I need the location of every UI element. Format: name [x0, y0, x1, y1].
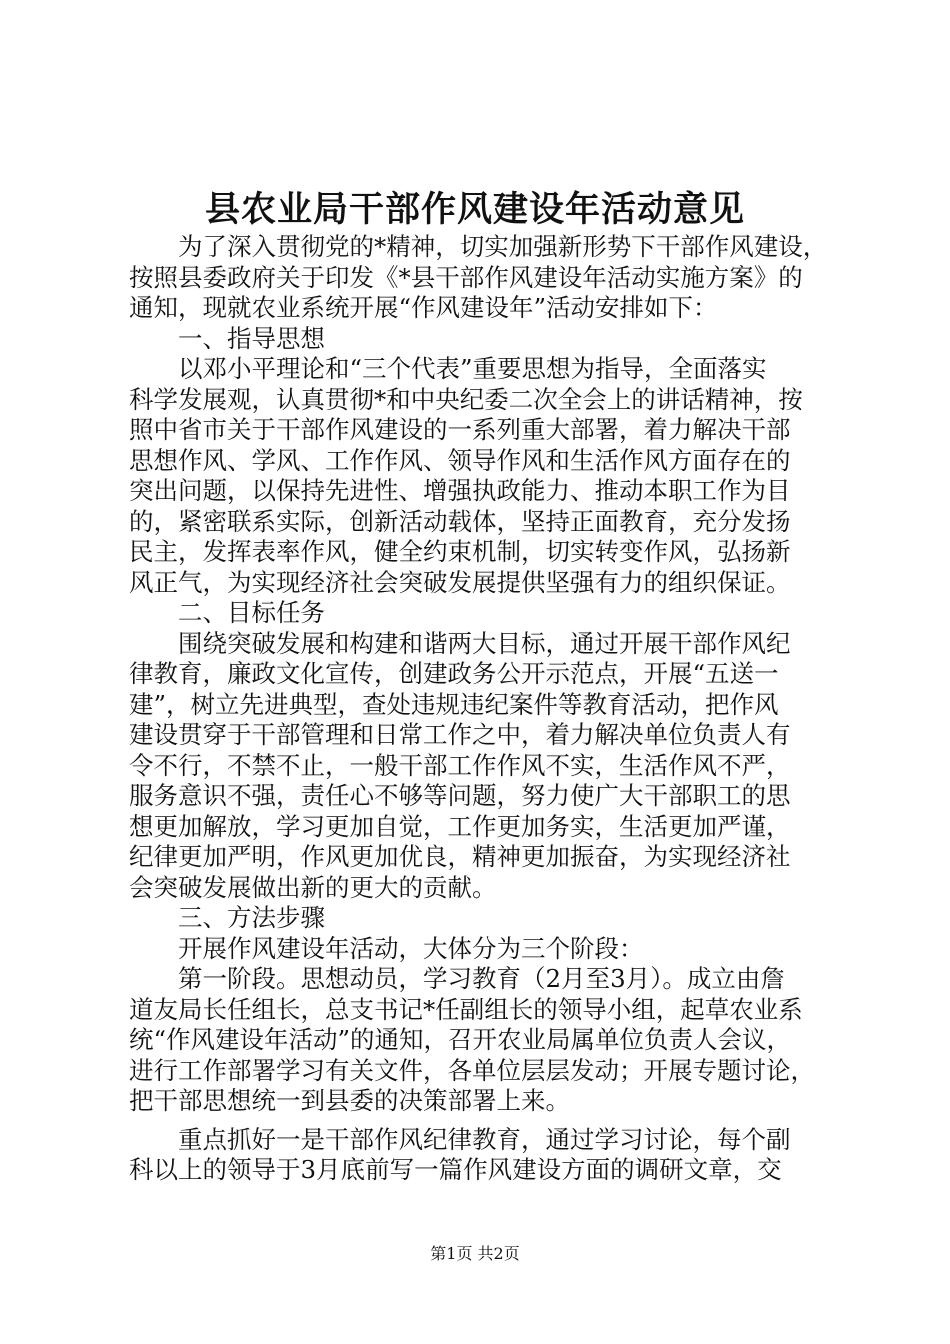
section-heading: 三、方法步骤	[178, 903, 325, 932]
text-line: 建设贯穿于干部管理和日常工作之中，着力解决单位负责人有	[129, 720, 791, 749]
page-number-footer: 第1页 共2页	[430, 1244, 520, 1263]
text-line: 以邓小平理论和“三个代表”重要思想为指导，全面落实	[178, 354, 767, 383]
section-heading: 二、目标任务	[178, 598, 325, 627]
text-line: 科以上的领导于3月底前写一篇作风建设方面的调研文章，交	[129, 1155, 782, 1184]
text-line: 想更加解放，学习更加自觉，工作更加务实，生活更加严谨，	[129, 811, 791, 841]
text-line: 为了深入贯彻党的*精神，切实加强新形势下干部作风建设，	[178, 232, 828, 261]
text-line: 统“作风建设年活动”的通知，召开农业局属单位负责人会议，	[129, 1025, 792, 1054]
text-line: 通知，现就农业系统开展“作风建设年”活动安排如下：	[129, 293, 718, 322]
text-line: 突出问题，以保持先进性、增强执政能力、推动本职工作为目	[129, 476, 791, 505]
section-heading: 一、指导思想	[178, 323, 325, 353]
text-line: 服务意识不强，责任心不够等问题，努力使广大干部职工的思	[129, 781, 791, 810]
text-line: 律教育，廉政文化宣传，创建政务公开示范点，开展“五送一	[129, 659, 779, 688]
text-line: 开展作风建设年活动，大体分为三个阶段：	[178, 933, 644, 963]
text-line: 思想作风、学风、工作作风、领导作风和生活作风方面存在的	[129, 445, 791, 475]
text-line: 重点抓好一是干部作风纪律教育，通过学习讨论，每个副	[178, 1124, 791, 1154]
text-line: 风正气，为实现经济社会突破发展提供坚强有力的组织保证。	[129, 567, 791, 597]
text-line: 照中省市关于干部作风建设的一系列重大部署，着力解决干部	[129, 415, 791, 444]
document-body	[129, 232, 834, 1186]
text-line: 纪律更加严明，作风更加优良，精神更加振奋，为实现经济社	[129, 842, 791, 871]
text-line: 科学发展观，认真贯彻*和中央纪委二次全会上的讲话精神，按	[129, 384, 803, 414]
text-line: 进行工作部署学习有关文件，各单位层层发动；开展专题讨论，	[129, 1055, 815, 1085]
text-line: 按照县委政府关于印发《*县干部作风建设年活动实施方案》的	[129, 262, 803, 292]
text-line: 令不行，不禁不止，一般干部工作作风不实，生活作风不严，	[129, 750, 791, 780]
text-line: 民主，发挥表率作风，健全约束机制，切实转变作风，弘扬新	[129, 537, 791, 566]
text-line: 道友局长任组长，总支书记*任副组长的领导小组，起草农业系	[129, 994, 803, 1024]
text-line: 会突破发展做出新的更大的贡献。	[129, 872, 497, 902]
text-line: 把干部思想统一到县委的决策部署上来。	[129, 1086, 570, 1115]
text-line: 围绕突破发展和构建和谐两大目标，通过开展干部作风纪	[178, 628, 791, 658]
text-line: 第一阶段。思想动员，学习教育（2月至3月）。成立由詹	[178, 964, 785, 993]
text-line: 的，紧密联系实际，创新活动载体，坚持正面教育，充分发扬	[129, 506, 791, 536]
page-title: 县农业局干部作风建设年活动意见	[204, 189, 745, 230]
text-line: 建”，树立先进典型，查处违规违纪案件等教育活动，把作风	[129, 689, 779, 719]
